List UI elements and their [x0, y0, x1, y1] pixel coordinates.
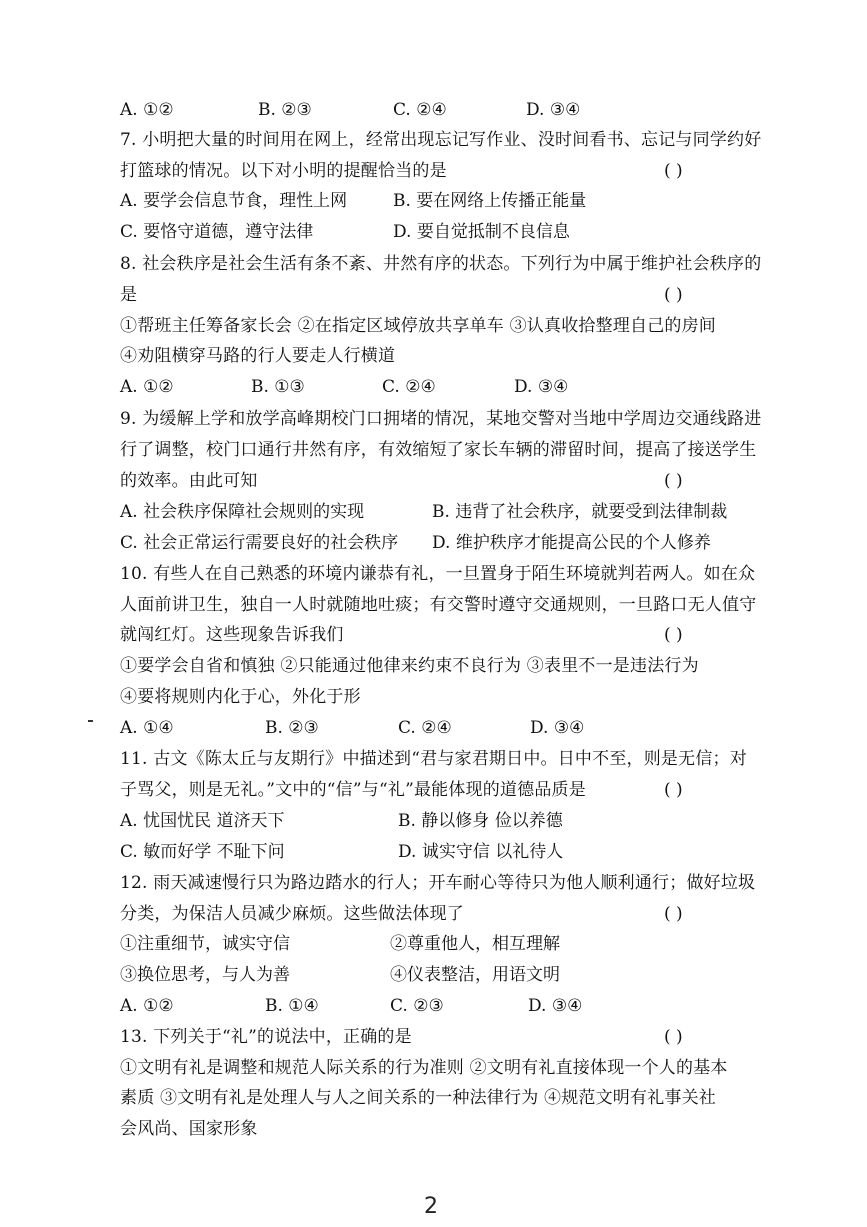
- q12-item-4: ④仪表整洁，用语文明: [390, 965, 560, 985]
- q8-stem-line-2: 是: [120, 285, 138, 305]
- q7-stem-line-1: 7. 小明把大量的时间用在网上，经常出现忘记写作业、没时间看书、忘记与同学约好: [120, 130, 762, 150]
- q9-option-c: C. 社会正常运行需要良好的社会秩序: [120, 533, 399, 553]
- q10-option-a: A. ①④: [120, 718, 174, 738]
- q11-option-a: A. 忧国忧民 道济天下: [120, 811, 285, 831]
- q9-stem-line-3: 的效率。由此可知: [120, 471, 258, 491]
- q7-option-c: C. 要恪守道德，遵守法律: [120, 222, 314, 242]
- q9-option-a: A. 社会秩序保障社会规则的实现: [120, 502, 365, 522]
- q12-answer-parentheses: ( ): [664, 904, 683, 924]
- q10-stem-line-1: 10. 有些人在自己熟悉的环境内谦恭有礼，一旦置身于陌生环境就判若两人。如在众: [120, 564, 756, 584]
- q7-stem-line-2: 打篮球的情况。以下对小明的提醒恰当的是: [120, 161, 447, 181]
- q8-items-line-1: ①帮班主任筹备家长会 ②在指定区域停放共享单车 ③认真收拾整理自己的房间: [120, 316, 717, 336]
- q8-option-c: C. ②④: [382, 377, 436, 397]
- q8-items-line-2: ④劝阻横穿马路的行人要走人行横道: [120, 346, 396, 366]
- q8-option-a: A. ①②: [120, 377, 174, 397]
- q7-option-d: D. 要自觉抵制不良信息: [393, 222, 570, 242]
- q9-stem-line-2: 行了调整，校门口通行井然有序，有效缩短了家长车辆的滞留时间，提高了接送学生: [120, 440, 757, 460]
- q7-option-a: A. 要学会信息节食，理性上网: [120, 191, 348, 211]
- q10-items-line-1: ①要学会自省和慎独 ②只能通过他律来约束不良行为 ③表里不一是违法行为: [120, 656, 699, 676]
- q13-body-line-2: 素质 ③文明有礼是处理人与人之间关系的一种法律行为 ④规范文明有礼事关社: [120, 1088, 717, 1108]
- q6-option-a: A. ①②: [120, 100, 174, 120]
- q10-stem-line-2: 人面前讲卫生，独自一人时就随地吐痰；有交警时遵守交通规则，一旦路口无人值守: [120, 595, 757, 615]
- q10-option-c: C. ②④: [398, 718, 452, 738]
- q12-stem-line-2: 分类，为保洁人员减少麻烦。这些做法体现了: [120, 904, 464, 924]
- q11-option-b: B. 静以修身 俭以养德: [398, 811, 563, 831]
- scan-speck: [88, 720, 93, 722]
- q7-option-b: B. 要在网络上传播正能量: [393, 191, 587, 211]
- q10-stem-line-3: 就闯红灯。这些现象告诉我们: [120, 625, 344, 645]
- q8-option-d: D. ③④: [514, 377, 569, 397]
- q12-option-a: A. ①②: [120, 996, 174, 1016]
- q8-answer-parentheses: ( ): [664, 285, 683, 305]
- page-number: 2: [424, 1194, 438, 1219]
- q12-option-c: C. ②③: [390, 996, 444, 1016]
- q9-option-d: D. 维护秩序才能提高公民的个人修养: [432, 533, 711, 553]
- q13-stem-line-1: 13. 下列关于“礼”的说法中，正确的是: [120, 1027, 412, 1047]
- q6-option-d: D. ③④: [526, 100, 581, 120]
- q6-option-b: B. ②③: [258, 100, 312, 120]
- q11-stem-line-1: 11. 古文《陈太丘与友期行》中描述到“君与家君期日中。日中不至，则是无信；对: [120, 749, 747, 769]
- q9-option-b: B. 违背了社会秩序，就要受到法律制裁: [432, 502, 728, 522]
- q8-option-b: B. ①③: [251, 377, 305, 397]
- q9-stem-line-1: 9. 为缓解上学和放学高峰期校门口拥堵的情况，某地交警对当地中学周边交通线路进: [120, 409, 762, 429]
- q12-option-d: D. ③④: [528, 996, 583, 1016]
- q11-option-d: D. 诚实守信 以礼待人: [398, 842, 564, 862]
- q10-option-b: B. ②③: [265, 718, 319, 738]
- q12-item-1: ①注重细节，诚实守信: [120, 934, 290, 954]
- q6-option-c: C. ②④: [393, 100, 447, 120]
- q10-answer-parentheses: ( ): [664, 625, 683, 645]
- q13-answer-parentheses: ( ): [664, 1027, 683, 1047]
- q11-answer-parentheses: ( ): [664, 780, 683, 800]
- q7-answer-parentheses: ( ): [664, 161, 683, 181]
- q12-item-3: ③换位思考，与人为善: [120, 965, 290, 985]
- q11-option-c: C. 敏而好学 不耻下问: [120, 842, 285, 862]
- q8-stem-line-1: 8. 社会秩序是社会生活有条不紊、井然有序的状态。下列行为中属于维护社会秩序的: [120, 254, 762, 274]
- q12-option-b: B. ①④: [265, 996, 319, 1016]
- q10-items-line-2: ④要将规则内化于心，外化于形: [120, 687, 361, 707]
- q11-stem-line-2: 子骂父，则是无礼。”文中的“信”与“礼”最能体现的道德品质是: [120, 780, 586, 800]
- q10-option-d: D. ③④: [530, 718, 585, 738]
- q13-body-line-3: 会风尚、国家形象: [120, 1119, 258, 1139]
- q9-answer-parentheses: ( ): [664, 471, 683, 491]
- q12-stem-line-1: 12. 雨天减速慢行只为路边踏水的行人；开车耐心等待只为他人顺利通行；做好垃圾: [120, 873, 756, 893]
- q12-item-2: ②尊重他人，相互理解: [390, 934, 560, 954]
- q13-body-line-1: ①文明有礼是调整和规范人际关系的行为准则 ②文明有礼直接体现一个人的基本: [120, 1058, 728, 1078]
